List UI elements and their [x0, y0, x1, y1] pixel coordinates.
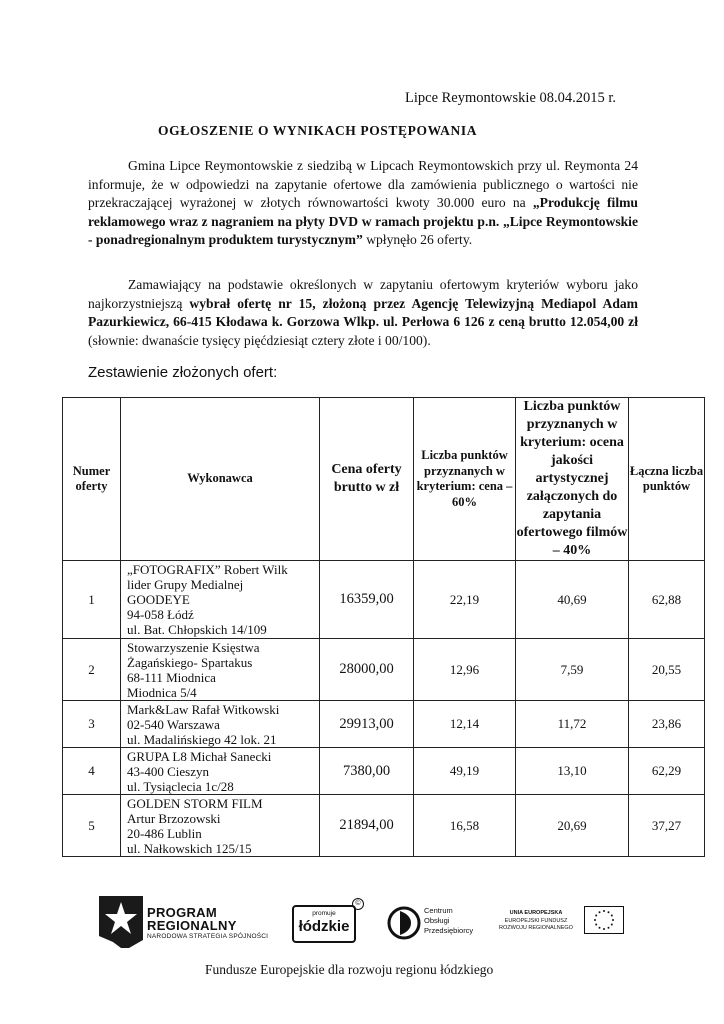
paragraph-announcement-text: Gmina Lipce Reymontowskie z siedzibą w Lipcach Reymontowskich przy ul. Reymonta 24 informuje, że w odpowiedzi na zapytanie ofertowe dla zamówienia publicznego o wartości nie przekraczającej wyrażonej w złotych równowartości kwoty 30.000 euro na [88, 158, 638, 210]
header-pkt-cena: Liczba punktów przyznanych w kryterium: cena – 60% [414, 398, 516, 561]
cell-pkt-jakosc: 13,10 [516, 748, 629, 795]
program-regionalny-logo-text [147, 906, 268, 941]
offers-table [62, 397, 705, 857]
lodz-registered-mark: © [352, 898, 364, 910]
lodz-small-text: promuje [312, 910, 336, 917]
cell-pkt-cena: 22,19 [414, 561, 516, 639]
eu-flag-icon [584, 906, 624, 934]
header-laczna: Łączna liczba punktów [629, 398, 705, 561]
wykonawca-line: GRUPA L8 Michał Sanecki [127, 748, 272, 764]
eu-line1: UNIA EUROPEJSKA [509, 910, 563, 916]
header-pkt-jakosc: Liczba punktów przyznanych w kryterium: ocena jakości artystycznej załączonych do zapytania ofertowego filmów – 40% [516, 398, 629, 561]
cell-wykonawca [121, 561, 320, 639]
cell-pkt-jakosc: 11,72 [516, 701, 629, 748]
cell-laczna: 62,88 [629, 561, 705, 639]
eu-fund-logo-text [492, 910, 580, 933]
cell-numer: 3 [63, 701, 121, 748]
wykonawca-line: lider Grupy Medialnej [127, 577, 244, 592]
cop-line3: Przedsiębiorcy [424, 926, 474, 935]
cell-wykonawca [121, 639, 320, 701]
wykonawca-line: Artur Brzozowski [127, 810, 221, 826]
table-header-row [63, 398, 705, 561]
wykonawca-line: ul. Bat. Chłopskich 14/109 [127, 622, 267, 637]
table-row [63, 795, 705, 857]
paragraph-announcement-end: wpłynęło 26 oferty. [362, 232, 473, 247]
cell-laczna: 20,55 [629, 639, 705, 701]
cell-cena: 21894,00 [320, 795, 414, 857]
cell-cena: 28000,00 [320, 639, 414, 701]
program-regionalny-logo-icon [99, 896, 143, 948]
footer-text: Fundusze Europejskie dla rozwoju regionu łódzkiego [205, 962, 494, 977]
cell-wykonawca [121, 701, 320, 748]
wykonawca-line: 02-540 Warszawa [127, 716, 220, 732]
document-title: OGŁOSZENIE O WYNIKACH POSTĘPOWANIA [158, 123, 478, 138]
offers-summary-heading: Zestawienie złożonych ofert: [88, 364, 278, 381]
wykonawca-line: Żagańskiego- Spartakus [127, 654, 253, 670]
wykonawca-line: 20-486 Lublin [127, 825, 202, 841]
eu-line2: EUROPEJSKI FUNDUSZ [504, 917, 568, 924]
centrum-obslugi-logo-text [424, 906, 473, 936]
cell-cena: 7380,00 [320, 748, 414, 795]
wykonawca-line: Stowarzyszenie Księstwa [127, 639, 260, 655]
funding-logos-bar [87, 888, 639, 956]
cell-numer: 1 [63, 561, 121, 639]
cell-cena: 29913,00 [320, 701, 414, 748]
wykonawca-line: ul. Tysiąclecia 1c/28 [127, 778, 234, 794]
cell-pkt-jakosc: 7,59 [516, 639, 629, 701]
wykonawca-line: 68-111 Miodnica [127, 669, 216, 685]
table-row [63, 639, 705, 701]
cell-wykonawca [121, 795, 320, 857]
eu-line3: ROZWOJU REGIONALNEGO [499, 925, 573, 931]
cop-line1: Centrum [424, 906, 453, 915]
cell-numer: 5 [63, 795, 121, 857]
wykonawca-line: „FOTOGRAFIX” Robert Wilk [127, 562, 288, 577]
paragraph-selection-bold: wybrał ofertę nr 15, złożoną przez Agencję Telewizyjną Mediapol Adam Pazurkiewicz, 66-415 Kłodawa k. Gorzowa Wlkp. ul. Perłowa 6 126 z ceną brutto 12.054,00 zł [88, 295, 639, 329]
paragraph-announcement [88, 157, 638, 250]
wykonawca-line: 43-400 Cieszyn [127, 763, 209, 779]
header-numer: Numer oferty [63, 398, 121, 561]
cell-pkt-cena: 49,19 [414, 748, 516, 795]
cell-numer: 2 [63, 639, 121, 701]
wykonawca-line: GOODEYE [127, 592, 190, 607]
wykonawca-line: 94-058 Łódź [127, 607, 194, 622]
cell-cena: 16359,00 [320, 561, 414, 639]
cell-pkt-jakosc: 20,69 [516, 795, 629, 857]
lodz-big-text: łódzkie [298, 918, 350, 935]
wykonawca-line: Mark&Law Rafał Witkowski [127, 701, 280, 717]
wykonawca-line: ul. Madalińskiego 42 lok. 21 [127, 731, 277, 747]
paragraph-announcement-bold: „Produkcję filmu reklamowego wraz z nagraniem na płyty DVD w ramach projektu p.n. „Lipce Reymontowskie - ponadregionalnym produktem turystycznym” [88, 195, 638, 247]
cell-pkt-cena: 12,96 [414, 639, 516, 701]
paragraph-selection [88, 276, 638, 350]
header-cena: Cena oferty brutto w zł [320, 398, 414, 561]
program-line3: NARODOWA STRATEGIA SPÓJNOŚCI [147, 933, 269, 940]
cell-numer: 4 [63, 748, 121, 795]
cell-pkt-cena: 12,14 [414, 701, 516, 748]
program-line2: REGIONALNY [147, 918, 237, 933]
table-row [63, 561, 705, 639]
table-row [63, 701, 705, 748]
wykonawca-line: ul. Nałkowskich 125/15 [127, 840, 252, 856]
cell-pkt-cena: 16,58 [414, 795, 516, 857]
centrum-obslugi-logo-icon [387, 903, 421, 943]
paragraph-selection-end: (słownie: dwanaście tysięcy pięćdziesiąt cztery złote i 00/100). [88, 332, 431, 348]
cell-wykonawca [121, 748, 320, 795]
wykonawca-line: Miodnica 5/4 [127, 684, 197, 700]
paragraph-selection-text: Zamawiający na podstawie określonych w zapytaniu ofertowym kryteriów wyboru jako najkorzystniejszą [88, 277, 638, 311]
cop-line2: Obsługi [424, 916, 450, 925]
program-line1: PROGRAM [147, 905, 217, 920]
document-date: Lipce Reymontowskie 08.04.2015 r. [405, 90, 617, 106]
cell-laczna: 62,29 [629, 748, 705, 795]
cell-laczna: 37,27 [629, 795, 705, 857]
header-wykonawca: Wykonawca [121, 398, 320, 561]
promuje-lodzkie-logo [292, 905, 356, 943]
wykonawca-line: GOLDEN STORM FILM [127, 795, 263, 811]
cell-laczna: 23,86 [629, 701, 705, 748]
table-row [63, 748, 705, 795]
cell-pkt-jakosc: 40,69 [516, 561, 629, 639]
